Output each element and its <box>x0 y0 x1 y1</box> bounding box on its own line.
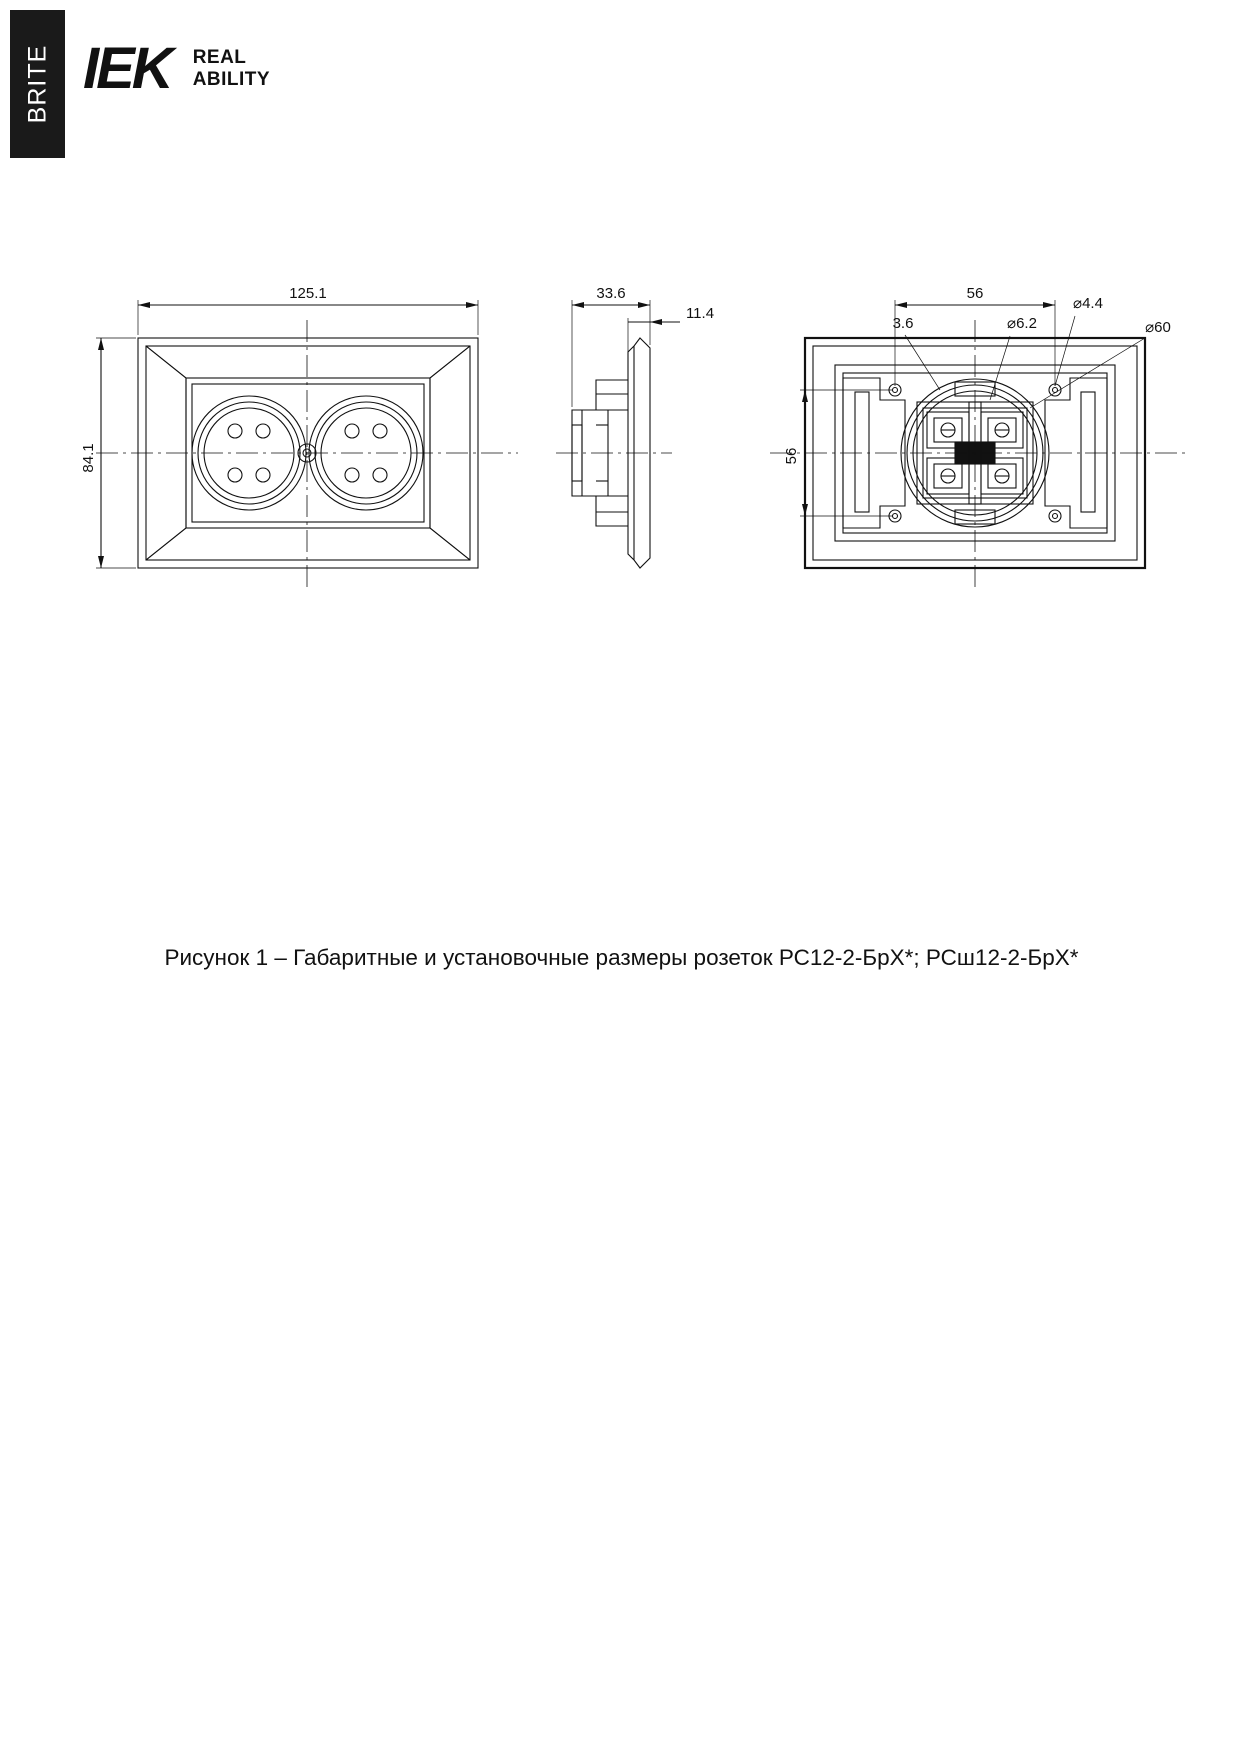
front-height-dimension: 84.1 <box>80 443 97 473</box>
drawing-canvas <box>0 260 1243 590</box>
hole-large-dimension: ⌀60 <box>1145 319 1171 336</box>
brand-side-tab-label: BRITE <box>23 44 51 124</box>
hole-small-dimension: ⌀4.4 <box>1073 295 1103 312</box>
hole-medium-dimension: ⌀6.2 <box>1007 315 1037 332</box>
logo-tagline <box>193 47 270 91</box>
logo-tagline-line2: ABILITY <box>192 69 271 90</box>
technical-drawing <box>0 260 1243 590</box>
side-frame-dimension: 11.4 <box>685 305 715 322</box>
logo-tagline-line1: REAL <box>192 47 247 69</box>
figure-caption: Рисунок 1 – Габаритные и установочные размеры розеток РС12-2-БрХ*; РСш12-2-БрХ* <box>164 945 1079 970</box>
page-header <box>0 0 1243 175</box>
front-view <box>80 285 518 590</box>
mounting-view <box>770 285 1185 590</box>
iek-logo-text: IEK <box>83 36 171 101</box>
mounting-height-dimension: 56 <box>783 447 800 465</box>
side-depth-dimension: 33.6 <box>596 285 626 302</box>
logo-block <box>83 36 271 101</box>
mounting-width-dimension: 56 <box>966 285 984 302</box>
front-width-dimension: 125.1 <box>289 285 327 302</box>
mounting-offset-dimension: 3.6 <box>892 315 914 332</box>
side-view <box>556 285 714 568</box>
brand-side-tab <box>10 10 65 158</box>
